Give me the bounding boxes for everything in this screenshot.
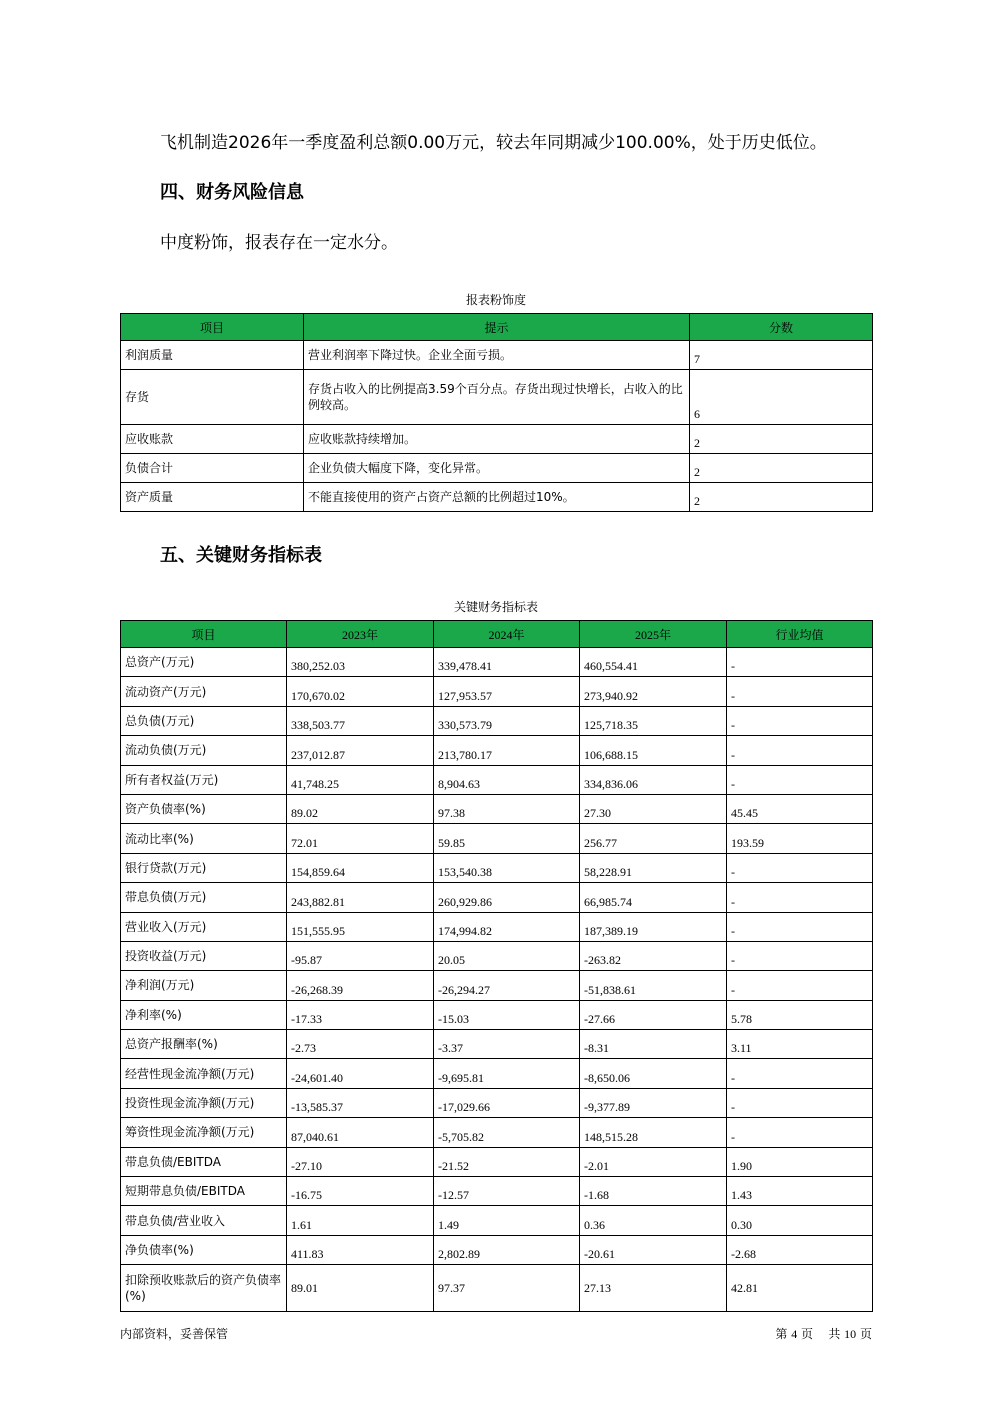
risk-item-cell: 应收账款 bbox=[121, 425, 304, 454]
value-2025-cell: -1.68 bbox=[580, 1177, 727, 1206]
total-unit: 页 bbox=[859, 1327, 872, 1341]
industry-average-cell: 1.90 bbox=[727, 1147, 873, 1176]
value-2025-cell: 125,718.35 bbox=[580, 706, 727, 735]
industry-average-cell: - bbox=[727, 883, 873, 912]
value-2023-cell: -24,601.40 bbox=[287, 1059, 434, 1088]
indicator-name-cell: 总负债(万元) bbox=[121, 706, 287, 735]
risk-hint-cell: 不能直接使用的资产占资产总额的比例超过10%。 bbox=[304, 483, 690, 512]
footer-confidential-note: 内部资料，妥善保管 bbox=[120, 1327, 229, 1341]
industry-average-cell: - bbox=[727, 736, 873, 765]
indicator-name-cell: 投资性现金流净额(万元) bbox=[121, 1088, 287, 1117]
indicator-table-header bbox=[121, 621, 873, 648]
page-total: 10 bbox=[844, 1327, 857, 1341]
value-2023-cell: 89.01 bbox=[287, 1265, 434, 1312]
value-2025-cell: 460,554.41 bbox=[580, 648, 727, 677]
value-2023-cell: 41,748.25 bbox=[287, 765, 434, 794]
column-header-hint: 提示 bbox=[304, 314, 690, 341]
section-heading-risk: 四、财务风险信息 bbox=[160, 182, 304, 203]
indicator-name-cell: 筹资性现金流净额(万元) bbox=[121, 1118, 287, 1147]
industry-average-cell: - bbox=[727, 941, 873, 970]
risk-item-cell: 负债合计 bbox=[121, 454, 304, 483]
value-2023-cell: 1.61 bbox=[287, 1206, 434, 1235]
value-2023-cell: 87,040.61 bbox=[287, 1118, 434, 1147]
column-header-item: 项目 bbox=[121, 621, 287, 648]
value-2025-cell: 334,836.06 bbox=[580, 765, 727, 794]
value-2025-cell: -2.01 bbox=[580, 1147, 727, 1176]
risk-score-cell: 2 bbox=[690, 425, 873, 454]
value-2024-cell: -3.37 bbox=[434, 1030, 580, 1059]
table-row bbox=[121, 483, 873, 512]
page-unit: 页 bbox=[801, 1327, 814, 1341]
value-2023-cell: -27.10 bbox=[287, 1147, 434, 1176]
indicator-name-cell: 资产负债率(%) bbox=[121, 794, 287, 823]
value-2025-cell: 66,985.74 bbox=[580, 883, 727, 912]
indicator-name-cell: 带息负债/EBITDA bbox=[121, 1147, 287, 1176]
indicator-name-cell: 带息负债/营业收入 bbox=[121, 1206, 287, 1235]
table-row bbox=[121, 971, 873, 1000]
value-2023-cell: 411.83 bbox=[287, 1235, 434, 1264]
column-header-item: 项目 bbox=[121, 314, 304, 341]
value-2024-cell: 174,994.82 bbox=[434, 912, 580, 941]
value-2024-cell: 127,953.57 bbox=[434, 677, 580, 706]
table-row bbox=[121, 706, 873, 735]
value-2023-cell: 154,859.64 bbox=[287, 853, 434, 882]
table-row bbox=[121, 341, 873, 370]
table-row bbox=[121, 1235, 873, 1264]
table-row bbox=[121, 1206, 873, 1235]
value-2024-cell: 2,802.89 bbox=[434, 1235, 580, 1264]
table-row bbox=[121, 1059, 873, 1088]
indicator-name-cell: 净负债率(%) bbox=[121, 1235, 287, 1264]
risk-score-cell: 2 bbox=[690, 454, 873, 483]
value-2025-cell: 27.13 bbox=[580, 1265, 727, 1312]
table-row bbox=[121, 794, 873, 823]
value-2025-cell: 187,389.19 bbox=[580, 912, 727, 941]
value-2023-cell: 170,670.02 bbox=[287, 677, 434, 706]
industry-average-cell: 45.45 bbox=[727, 794, 873, 823]
column-header-2024: 2024年 bbox=[434, 621, 580, 648]
value-2023-cell: -16.75 bbox=[287, 1177, 434, 1206]
value-2025-cell: 273,940.92 bbox=[580, 677, 727, 706]
column-header-2023: 2023年 bbox=[287, 621, 434, 648]
industry-average-cell: 1.43 bbox=[727, 1177, 873, 1206]
indicator-name-cell: 总资产(万元) bbox=[121, 648, 287, 677]
industry-average-cell: 3.11 bbox=[727, 1030, 873, 1059]
indicator-name-cell: 短期带息负债/EBITDA bbox=[121, 1177, 287, 1206]
value-2023-cell: 89.02 bbox=[287, 794, 434, 823]
value-2025-cell: -8,650.06 bbox=[580, 1059, 727, 1088]
risk-summary: 中度粉饰，报表存在一定水分。 bbox=[160, 233, 398, 253]
industry-average-cell: - bbox=[727, 677, 873, 706]
value-2025-cell: -27.66 bbox=[580, 1000, 727, 1029]
value-2023-cell: 151,555.95 bbox=[287, 912, 434, 941]
industry-average-cell: 5.78 bbox=[727, 1000, 873, 1029]
industry-average-cell: - bbox=[727, 1059, 873, 1088]
indicator-name-cell: 银行贷款(万元) bbox=[121, 853, 287, 882]
value-2024-cell: -9,695.81 bbox=[434, 1059, 580, 1088]
risk-table-caption: 报表粉饰度 bbox=[465, 293, 526, 307]
page-prefix: 第 bbox=[775, 1327, 788, 1341]
value-2025-cell: -263.82 bbox=[580, 941, 727, 970]
indicator-name-cell: 经营性现金流净额(万元) bbox=[121, 1059, 287, 1088]
risk-table-header bbox=[121, 314, 873, 341]
industry-average-cell: 0.30 bbox=[727, 1206, 873, 1235]
value-2024-cell: 153,540.38 bbox=[434, 853, 580, 882]
intro-paragraph: 飞机制造2026年一季度盈利总额0.00万元，较去年同期减少100.00%，处于历史低位。 bbox=[160, 133, 827, 153]
table-row bbox=[121, 1000, 873, 1029]
industry-average-cell: 193.59 bbox=[727, 824, 873, 853]
value-2024-cell: -17,029.66 bbox=[434, 1088, 580, 1117]
indicator-name-cell: 营业收入(万元) bbox=[121, 912, 287, 941]
indicator-name-cell: 扣除预收账款后的资产负债率(%) bbox=[121, 1265, 287, 1312]
table-row bbox=[121, 1147, 873, 1176]
industry-average-cell: - bbox=[727, 706, 873, 735]
value-2024-cell: 213,780.17 bbox=[434, 736, 580, 765]
value-2024-cell: 8,904.63 bbox=[434, 765, 580, 794]
value-2024-cell: -15.03 bbox=[434, 1000, 580, 1029]
column-header-2025: 2025年 bbox=[580, 621, 727, 648]
value-2023-cell: -13,585.37 bbox=[287, 1088, 434, 1117]
value-2024-cell: -12.57 bbox=[434, 1177, 580, 1206]
value-2025-cell: 148,515.28 bbox=[580, 1118, 727, 1147]
page-current: 4 bbox=[791, 1327, 798, 1341]
industry-average-cell: - bbox=[727, 971, 873, 1000]
value-2023-cell: 338,503.77 bbox=[287, 706, 434, 735]
industry-average-cell: - bbox=[727, 853, 873, 882]
indicator-name-cell: 流动负债(万元) bbox=[121, 736, 287, 765]
total-prefix: 共 bbox=[828, 1327, 841, 1341]
value-2024-cell: -5,705.82 bbox=[434, 1118, 580, 1147]
value-2025-cell: 58,228.91 bbox=[580, 853, 727, 882]
value-2023-cell: 72.01 bbox=[287, 824, 434, 853]
risk-hint-cell: 营业利润率下降过快。企业全面亏损。 bbox=[304, 341, 690, 370]
value-2024-cell: 97.38 bbox=[434, 794, 580, 823]
value-2025-cell: 106,688.15 bbox=[580, 736, 727, 765]
table-row bbox=[121, 1177, 873, 1206]
risk-item-cell: 存货 bbox=[121, 370, 304, 425]
table-row bbox=[121, 1265, 873, 1312]
industry-average-cell: - bbox=[727, 1088, 873, 1117]
industry-average-cell: 42.81 bbox=[727, 1265, 873, 1312]
value-2023-cell: 243,882.81 bbox=[287, 883, 434, 912]
risk-score-cell: 7 bbox=[690, 341, 873, 370]
value-2024-cell: 59.85 bbox=[434, 824, 580, 853]
risk-table bbox=[120, 313, 873, 512]
table-row bbox=[121, 912, 873, 941]
table-row bbox=[121, 1030, 873, 1059]
table-row bbox=[121, 648, 873, 677]
table-row bbox=[121, 677, 873, 706]
value-2025-cell: -9,377.89 bbox=[580, 1088, 727, 1117]
risk-hint-cell: 应收账款持续增加。 bbox=[304, 425, 690, 454]
indicator-name-cell: 净利率(%) bbox=[121, 1000, 287, 1029]
value-2024-cell: 1.49 bbox=[434, 1206, 580, 1235]
value-2023-cell: 380,252.03 bbox=[287, 648, 434, 677]
risk-score-cell: 2 bbox=[690, 483, 873, 512]
value-2024-cell: 339,478.41 bbox=[434, 648, 580, 677]
column-header-score: 分数 bbox=[690, 314, 873, 341]
industry-average-cell: -2.68 bbox=[727, 1235, 873, 1264]
table-row bbox=[121, 1088, 873, 1117]
value-2025-cell: -51,838.61 bbox=[580, 971, 727, 1000]
industry-average-cell: - bbox=[727, 1118, 873, 1147]
indicator-name-cell: 净利润(万元) bbox=[121, 971, 287, 1000]
indicator-name-cell: 投资收益(万元) bbox=[121, 941, 287, 970]
table-row bbox=[121, 883, 873, 912]
value-2025-cell: 27.30 bbox=[580, 794, 727, 823]
indicator-name-cell: 带息负债(万元) bbox=[121, 883, 287, 912]
indicator-table bbox=[120, 620, 873, 1312]
indicator-name-cell: 流动比率(%) bbox=[121, 824, 287, 853]
indicator-name-cell: 总资产报酬率(%) bbox=[121, 1030, 287, 1059]
value-2025-cell: -20.61 bbox=[580, 1235, 727, 1264]
risk-item-cell: 资产质量 bbox=[121, 483, 304, 512]
table-row bbox=[121, 425, 873, 454]
value-2025-cell: 0.36 bbox=[580, 1206, 727, 1235]
indicator-name-cell: 流动资产(万元) bbox=[121, 677, 287, 706]
value-2024-cell: 260,929.86 bbox=[434, 883, 580, 912]
value-2025-cell: -8.31 bbox=[580, 1030, 727, 1059]
indicator-name-cell: 所有者权益(万元) bbox=[121, 765, 287, 794]
value-2023-cell: -2.73 bbox=[287, 1030, 434, 1059]
value-2023-cell: 237,012.87 bbox=[287, 736, 434, 765]
value-2023-cell: -95.87 bbox=[287, 941, 434, 970]
industry-average-cell: - bbox=[727, 648, 873, 677]
table-row bbox=[121, 765, 873, 794]
risk-item-cell: 利润质量 bbox=[121, 341, 304, 370]
section-heading-key-indicators: 五、关键财务指标表 bbox=[160, 545, 322, 566]
column-header-industry-average: 行业均值 bbox=[727, 621, 873, 648]
value-2023-cell: -26,268.39 bbox=[287, 971, 434, 1000]
table-row bbox=[121, 454, 873, 483]
table-row bbox=[121, 736, 873, 765]
table-row bbox=[121, 853, 873, 882]
value-2024-cell: -21.52 bbox=[434, 1147, 580, 1176]
table-row bbox=[121, 370, 873, 425]
table-row bbox=[121, 1118, 873, 1147]
value-2024-cell: 20.05 bbox=[434, 941, 580, 970]
industry-average-cell: - bbox=[727, 765, 873, 794]
footer-page-number bbox=[775, 1326, 872, 1342]
value-2025-cell: 256.77 bbox=[580, 824, 727, 853]
value-2023-cell: -17.33 bbox=[287, 1000, 434, 1029]
risk-score-cell: 6 bbox=[690, 370, 873, 425]
value-2024-cell: 330,573.79 bbox=[434, 706, 580, 735]
industry-average-cell: - bbox=[727, 912, 873, 941]
value-2024-cell: 97.37 bbox=[434, 1265, 580, 1312]
value-2024-cell: -26,294.27 bbox=[434, 971, 580, 1000]
risk-hint-cell: 存货占收入的比例提高3.59个百分点。存货出现过快增长，占收入的比例较高。 bbox=[304, 370, 690, 425]
table-row bbox=[121, 941, 873, 970]
table-row bbox=[121, 824, 873, 853]
indicator-table-caption: 关键财务指标表 bbox=[453, 600, 538, 614]
risk-hint-cell: 企业负债大幅度下降，变化异常。 bbox=[304, 454, 690, 483]
